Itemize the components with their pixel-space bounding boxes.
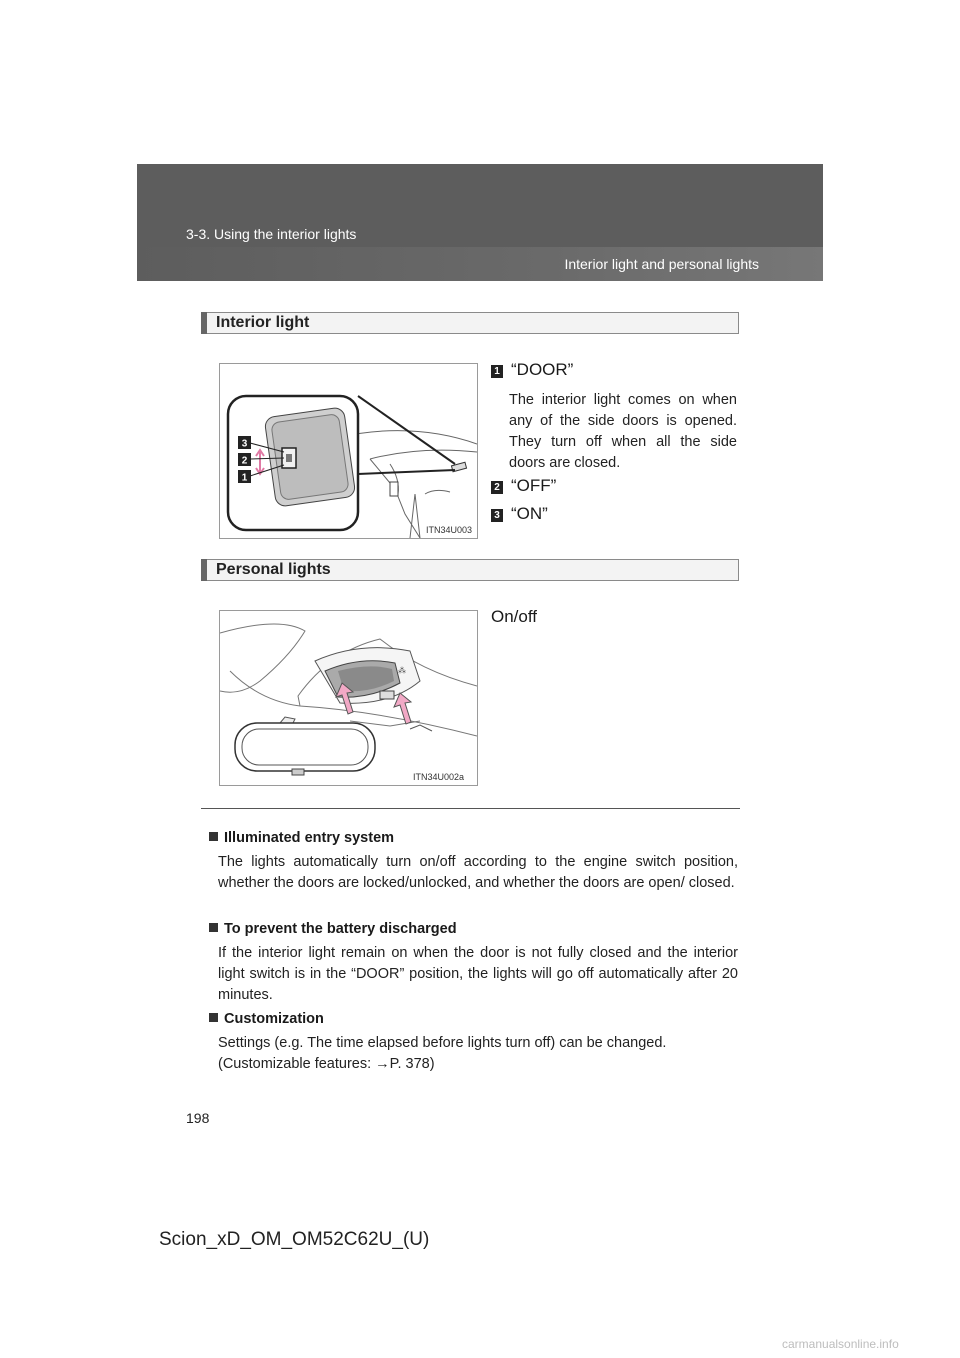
note-text-customization: Settings (e.g. The time elapsed before lights turn off) can be changed. xyxy=(218,1035,667,1051)
callout-1: 1 xyxy=(241,472,248,484)
heading-tab xyxy=(201,559,207,581)
personal-lights-figure xyxy=(219,610,478,786)
note-title-text: Customization xyxy=(224,1011,324,1027)
figure-code: ITN34U002a xyxy=(413,772,465,782)
item-number-3: 3 xyxy=(491,509,503,522)
interior-item-door xyxy=(491,360,573,380)
note-text-illuminated-entry: The lights automatically turn on/off according to the engine switch position, whether the doors are locked/unlocked, and whether the doors are open/ closed. xyxy=(218,854,738,891)
watermark: carmanualsonline.info xyxy=(782,1337,899,1351)
note-title-illuminated-entry xyxy=(209,830,394,846)
section-divider xyxy=(201,808,740,809)
callout-3: 3 xyxy=(241,438,248,450)
bullet-square-icon xyxy=(209,832,218,841)
note-title-text: Illuminated entry system xyxy=(224,830,395,846)
item-label-on: “ON” xyxy=(511,504,548,523)
note-text-customization-reference[interactable]: (Customizable features: →P. 378) xyxy=(218,1056,435,1072)
page-header xyxy=(137,164,823,281)
svg-text:⁂: ⁂ xyxy=(398,666,406,675)
page-number: 198 xyxy=(186,1110,210,1126)
item-label-off: “OFF” xyxy=(511,476,557,495)
personal-lights-illustration xyxy=(220,611,477,785)
interior-light-illustration xyxy=(220,364,477,538)
note-title-customization xyxy=(209,1011,324,1027)
callout-2: 2 xyxy=(241,455,248,467)
interior-light-heading: Interior light xyxy=(216,314,310,331)
section-subtitle: Interior light and personal lights xyxy=(564,256,759,272)
personal-lights-heading: Personal lights xyxy=(216,561,331,578)
heading-tab xyxy=(201,312,207,334)
door-description: The interior light comes on when any of the side doors is opened. They turn off when all the side doors are closed. xyxy=(509,392,737,471)
section-title: 3-3. Using the interior lights xyxy=(186,226,357,242)
item-number-1: 1 xyxy=(491,365,503,378)
item-number-2: 2 xyxy=(491,481,503,494)
interior-item-off xyxy=(491,476,556,496)
note-title-battery xyxy=(209,921,457,937)
interior-light-heading-bar xyxy=(201,312,739,334)
interior-item-on xyxy=(491,504,548,524)
note-title-text: To prevent the battery discharged xyxy=(224,921,457,937)
personal-lights-on-off: On/off xyxy=(491,607,537,626)
personal-lights-heading-bar xyxy=(201,559,739,581)
note-text-battery: If the interior light remain on when the door is not fully closed and the interior light switch is in the “DOOR” position, the lights will go off automatically after 20 minutes. xyxy=(218,945,738,1003)
bullet-square-icon xyxy=(209,923,218,932)
document-footer: Scion_xD_OM_OM52C62U_(U) xyxy=(159,1229,430,1250)
interior-light-figure xyxy=(219,363,478,539)
figure-code: ITN34U003 xyxy=(426,525,473,535)
bullet-square-icon xyxy=(209,1013,218,1022)
item-label-door: “DOOR” xyxy=(511,360,574,379)
